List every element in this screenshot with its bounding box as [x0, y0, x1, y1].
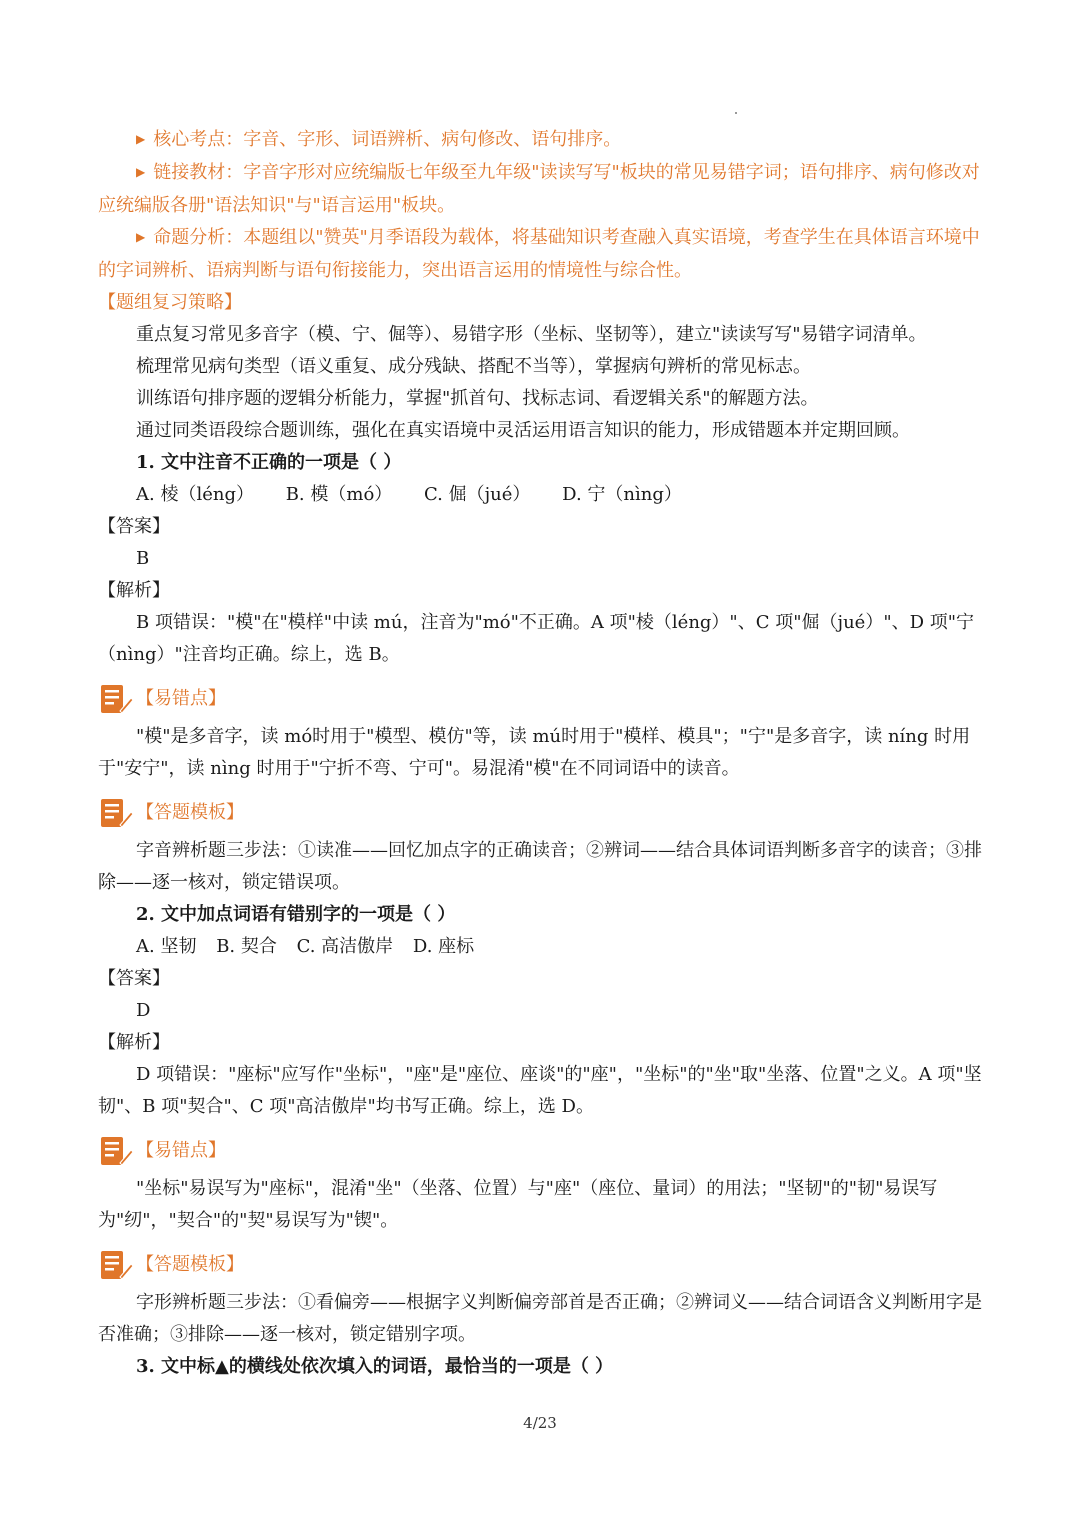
- notepad-pen-icon: [98, 681, 134, 717]
- header-item: ▶ 链接教材：字音字形对应统编版七年级至九年级"读读写写"板块的常见易错字词；语句排序、病句修改对应统编版各册"语法知识"与"语言运用"板块。: [98, 162, 980, 216]
- option-d: D. 宁（nìng）: [562, 484, 682, 505]
- template-row: [98, 791, 982, 835]
- triangle-bullet-icon: ▶: [136, 132, 146, 146]
- option-a: A. 棱（léng）: [136, 484, 254, 505]
- analysis-heading: 【解析】: [98, 580, 170, 601]
- strategy-heading: 【题组复习策略】: [98, 292, 242, 313]
- header-item: ▶ 命题分析：本题组以"赞英"月季语段为载体，将基础知识考查融入真实语境，考查学生在具体语言环境中的字词辨析、语病判断与语句衔接能力，突出语言运用的情境性与综合性。: [98, 227, 980, 281]
- error-point-row: [98, 677, 982, 721]
- strategy-para: 通过同类语段综合题训练，强化在真实语境中灵活运用语言知识的能力，形成错题本并定期回顾。: [136, 420, 910, 441]
- analysis-text: B 项错误："模"在"模样"中读 mú，注音为"mó"不正确。A 项"棱（léng）"、C 项"倔（jué）"、D 项"宁（nìng）"注音均正确。综上，选 B。: [98, 612, 975, 665]
- template-text: 字音辨析题三步法：①读准——回忆加点字的正确读音；②辨词——结合具体词语判断多音字的读音；③排除——逐一核对，锁定错误项。: [98, 840, 982, 893]
- analysis-text: D 项错误："座标"应写作"坐标"，"座"是"座位、座谈"的"座"，"坐标"的"坐"取"坐落、位置"之义。A 项"坚韧"、B 项"契合"、C 项"高洁傲岸"均书写正确。综上，选 D。: [98, 1064, 982, 1117]
- template-row: [98, 1243, 982, 1287]
- template-heading: 【答题模板】: [136, 1254, 244, 1275]
- error-point-heading: 【易错点】: [136, 1140, 226, 1161]
- question-1-title: 1. 文中注音不正确的一项是（ ）: [136, 452, 402, 473]
- notepad-pen-icon: [98, 795, 134, 831]
- option-a: A. 坚韧: [136, 936, 197, 957]
- answer-heading: 【答案】: [98, 968, 170, 989]
- option-b: B. 契合: [216, 936, 277, 957]
- template-text: 字形辨析题三步法：①看偏旁——根据字义判断偏旁部首是否正确；②辨词义——结合词语含义判断用字是否准确；③排除——逐一核对，锁定错别字项。: [98, 1292, 982, 1345]
- header-item: ▶ 核心考点：字音、字形、词语辨析、病句修改、语句排序。: [136, 129, 622, 150]
- question-1-options: [98, 479, 982, 511]
- strategy-para: 重点复习常见多音字（模、宁、倔等）、易错字形（坐标、坚韧等），建立"读读写写"易错字词清单。: [136, 324, 927, 345]
- page-content: [98, 124, 982, 1383]
- notepad-pen-icon: [98, 1133, 134, 1169]
- error-point-text: "模"是多音字，读 mó时用于"模型、模仿"等，读 mú时用于"模样、模具"；"宁"是多音字，读 níng 时用于"安宁"，读 nìng 时用于"宁折不弯、宁可"。易混淆"模"在不同词语中的读音。: [98, 726, 971, 779]
- error-point-row: [98, 1129, 982, 1173]
- triangle-bullet-icon: ▶: [136, 230, 146, 244]
- error-point-heading: 【易错点】: [136, 688, 226, 709]
- question-3-title: 3. 文中标▲的横线处依次填入的词语，最恰当的一项是（ ）: [136, 1356, 614, 1377]
- analysis-heading: 【解析】: [98, 1032, 170, 1053]
- strategy-para: 梳理常见病句类型（语义重复、成分残缺、搭配不当等），掌握病句辨析的常见标志。: [136, 356, 811, 377]
- question-2-options: [98, 931, 982, 963]
- page-number: 4/23: [523, 1414, 557, 1432]
- answer-heading: 【答案】: [98, 516, 170, 537]
- triangle-bullet-icon: ▶: [136, 165, 146, 179]
- error-point-text: "坐标"易误写为"座标"，混淆"坐"（坐落、位置）与"座"（座位、量词）的用法；"坚韧"的"韧"易误写为"纫"，"契合"的"契"易误写为"锲"。: [98, 1178, 938, 1231]
- notepad-pen-icon: [98, 1247, 134, 1283]
- option-b: B. 模（mó）: [285, 484, 393, 505]
- option-d: D. 座标: [412, 936, 475, 957]
- template-heading: 【答题模板】: [136, 802, 244, 823]
- scan-speck: [735, 112, 737, 114]
- answer-value: B: [136, 548, 150, 569]
- strategy-para: 训练语句排序题的逻辑分析能力，掌握"抓首句、找标志词、看逻辑关系"的解题方法。: [136, 388, 819, 409]
- answer-value: D: [136, 1000, 151, 1021]
- option-c: C. 高洁傲岸: [296, 936, 394, 957]
- question-2-title: 2. 文中加点词语有错别字的一项是（ ）: [136, 904, 456, 925]
- option-c: C. 倔（jué）: [424, 484, 531, 505]
